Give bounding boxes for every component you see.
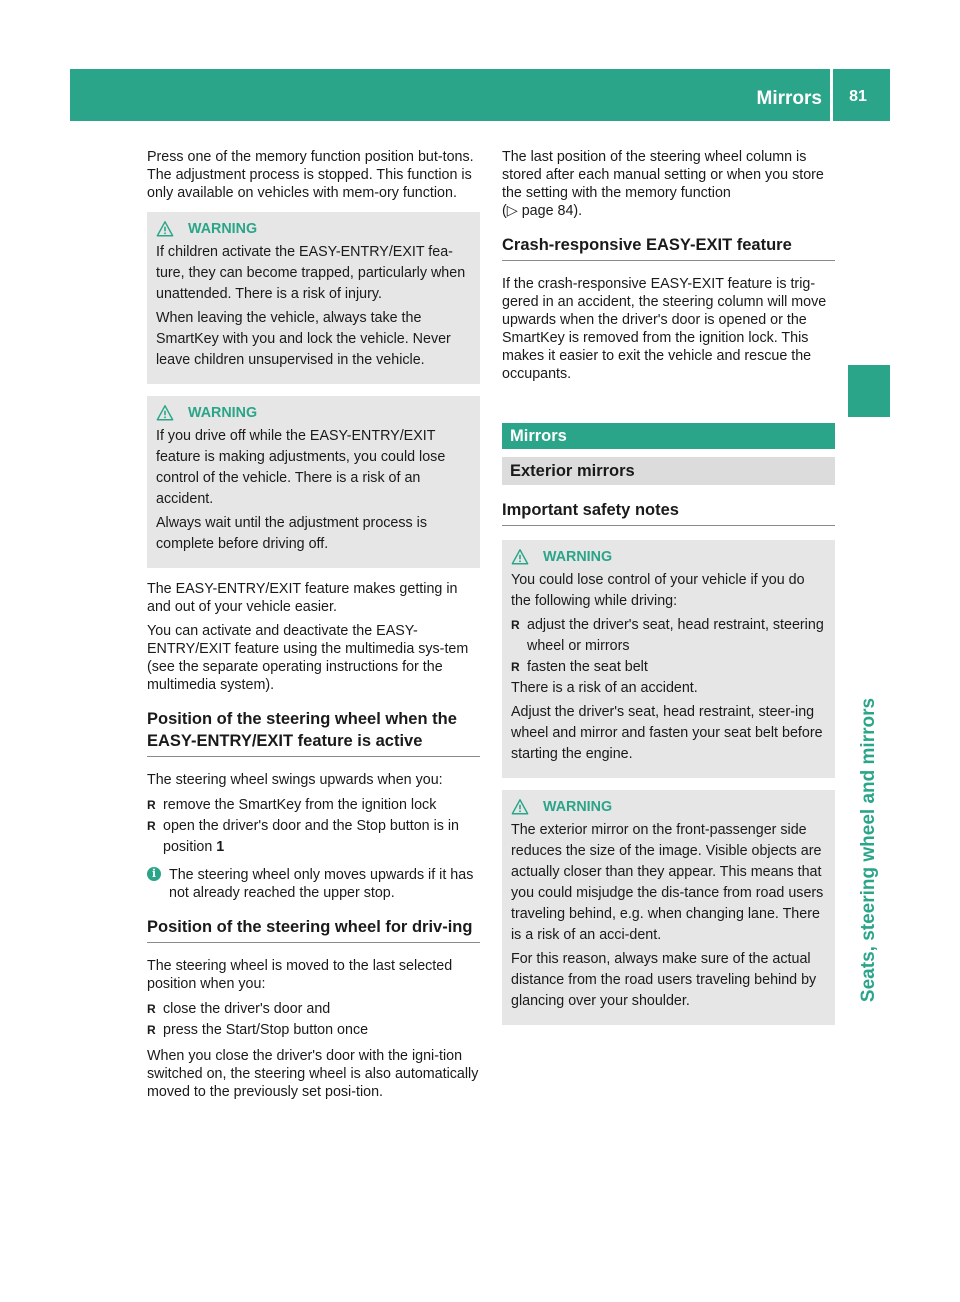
right-column <box>502 148 835 1037</box>
easy-entry-paragraph: The EASY-ENTRY/EXIT feature makes getting in and out of your vehicle easier. <box>147 581 458 615</box>
heading-driving-position: Position of the steering wheel for driv-ing <box>147 916 480 943</box>
intro-paragraph: Press one of the memory function position but-tons. The adjustment process is stopped. This function is only available on vehicles with mem-ory function. <box>147 149 474 201</box>
position-number: 1 <box>216 839 225 855</box>
bullet-list-active <box>147 795 480 858</box>
subsection-title-exterior-mirrors: Exterior mirrors <box>502 457 835 485</box>
heading-easy-entry-active: Position of the steering wheel when the EASY-ENTRY/EXIT feature is active <box>147 708 480 757</box>
warning-text: Always wait until the adjustment process is complete before driving off. <box>156 515 427 552</box>
page-number: 81 <box>849 88 867 105</box>
info-icon: i <box>147 867 161 881</box>
ignition-paragraph: When you close the driver's door with the igni-tion switched on, the steering wheel is also automatically moved to the previously set posi-tion. <box>147 1048 479 1100</box>
heading-crash-responsive: Crash-responsive EASY-EXIT feature <box>502 234 835 261</box>
moved-paragraph: The steering wheel is moved to the last selected position when you: <box>147 958 453 992</box>
warning-heading <box>156 218 471 240</box>
warning-box-children <box>147 212 480 384</box>
last-position-paragraph <box>502 148 835 220</box>
list-item: R press the Start/Stop button once <box>147 1020 480 1041</box>
warning-text: You could lose control of your vehicle if you do the following while driving: <box>511 572 805 609</box>
list-item: R close the driver's door and <box>147 999 480 1020</box>
list-item: R remove the SmartKey from the ignition lock <box>147 795 480 816</box>
bullet-list-driving <box>147 999 480 1041</box>
warning-text: If children activate the EASY-ENTRY/EXIT fea-ture, they can become trapped, particularly when unattended. There is a risk of injury. <box>156 244 466 302</box>
warning-triangle-icon <box>156 404 174 422</box>
warning-triangle-icon <box>511 548 529 566</box>
warning-text: For this reason, always make sure of the actual distance from the road users traveling behind by glancing over your shoulder. <box>511 951 817 1009</box>
chapter-tab <box>848 365 890 417</box>
crash-paragraph: If the crash-responsive EASY-EXIT feature is trig-gered in an accident, the steering column will move upwards when the driver's door is opened or the SmartKey is removed from the ignition lock. This makes it easier to exit the vehicle and rescue the occupants. <box>502 276 827 382</box>
warning-box-drive-off <box>147 396 480 568</box>
warning-text: Adjust the driver's seat, head restraint, steer-ing wheel and mirror and fasten your seat belt before starting the engine. <box>511 704 823 762</box>
list-item <box>147 816 480 858</box>
warning-text: If you drive off while the EASY-ENTRY/EXIT feature is making adjustments, you could lose control of the vehicle. There is a risk of an accident. <box>156 428 446 507</box>
warning-label: WARNING <box>188 405 258 421</box>
warning-text: The exterior mirror on the front-passenger side reduces the size of the image. Visible objects are actually closer than they appear. This means that you could misjudge the dis-tance from road users traveling behind, e.g. when changing lane. There is a risk of an acci-dent. <box>511 822 824 943</box>
list-item: R adjust the driver's seat, head restraint, steering wheel or mirrors <box>511 615 826 657</box>
list-item-text: open the driver's door and the Stop button is in position <box>163 818 460 855</box>
warning-heading <box>511 796 826 818</box>
easy-entry-activate-paragraph: You can activate and deactivate the EASY-ENTRY/EXIT feature using the multimedia sys-tem (see the separate operating instructions for the multimedia system). <box>147 623 469 693</box>
warning-label: WARNING <box>543 549 613 565</box>
header-separator <box>830 69 833 121</box>
list-item: R fasten the seat belt <box>511 657 826 678</box>
warning-heading <box>156 402 471 424</box>
warning-label: WARNING <box>543 799 613 815</box>
info-note <box>147 866 480 902</box>
warning-label: WARNING <box>188 221 258 237</box>
warning-text: When leaving the vehicle, always take the SmartKey with you and lock the vehicle. Never leave children unsupervised in the vehicle. <box>156 310 451 368</box>
warning-box-adjust-driving <box>502 540 835 778</box>
warning-text: There is a risk of an accident. <box>511 680 698 696</box>
section-title-mirrors: Mirrors <box>502 423 835 449</box>
warning-box-exterior-mirror <box>502 790 835 1025</box>
swings-paragraph: The steering wheel swings upwards when you: <box>147 772 443 788</box>
warning-triangle-icon <box>511 798 529 816</box>
header-title: Mirrors <box>756 88 822 109</box>
warning-triangle-icon <box>156 220 174 238</box>
chapter-side-label: Seats, steering wheel and mirrors <box>858 697 879 1003</box>
info-text: The steering wheel only moves upwards if it has not already reached the upper stop. <box>169 867 474 901</box>
page-reference: (▷ page 84). <box>502 203 583 219</box>
warning-bullet-list <box>511 615 826 678</box>
warning-heading <box>511 546 826 568</box>
heading-safety-notes: Important safety notes <box>502 499 835 526</box>
left-column <box>147 148 480 1107</box>
last-position-text: The last position of the steering wheel column is stored after each manual setting or when you store the setting with the memory function <box>502 149 824 201</box>
